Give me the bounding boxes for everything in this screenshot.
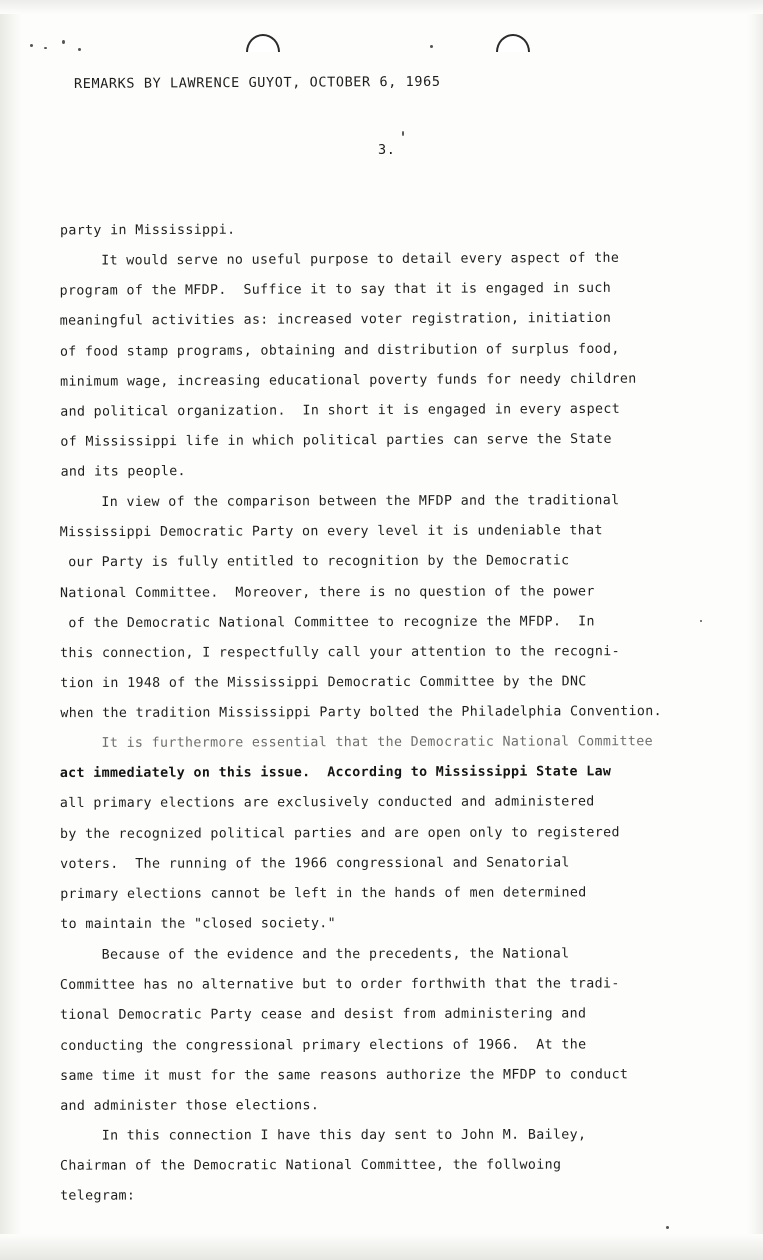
document-body: [60, 215, 720, 1212]
text-line: and its people.: [60, 464, 186, 481]
text-line: of food stamp programs, obtaining and distribution of surplus food,: [59, 341, 620, 360]
text-line: Chairman of the Democratic National Committee, the follwoing: [59, 1157, 562, 1174]
text-line: minimum wage, increasing educational poverty funds for needy children: [60, 371, 637, 390]
text-line: party in Mississippi.: [59, 222, 236, 239]
text-line: In this connection I have this day sent to John M. Bailey,: [59, 1127, 587, 1144]
text-line: program of the MFDP. Suffice it to say that it is engaged in such: [59, 281, 612, 300]
text-line: same time it must for the same reasons authorize the MFDP to conduct: [60, 1067, 629, 1084]
text-line: our Party is fully entitled to recognition by the Democratic: [59, 553, 570, 571]
document-heading: REMARKS BY LAWRENCE GUYOT, OCTOBER 6, 1965: [73, 73, 441, 92]
text-line: of Mississippi life in which political parties can serve the State: [60, 432, 612, 451]
text-line: Committee has no alternative but to order forthwith that the tradi-: [59, 976, 620, 993]
text-line: meaningful activities as: increased voter registration, initiation: [59, 311, 612, 330]
text-line: and political organization. In short it is engaged in every aspect: [60, 402, 621, 420]
text-line: this connection, I respectfully call your attention to the recogni-: [60, 644, 620, 661]
text-line: act immediately on this issue. According to Mississippi State Law: [59, 764, 612, 782]
paragraph: [60, 727, 721, 940]
text-line: by the recognized political parties and are open only to registered: [59, 825, 620, 843]
text-line: It is furthermore essential that the Democratic National Committee: [59, 734, 653, 752]
text-line: Mississippi Democratic Party on every level it is undeniable that: [59, 523, 603, 541]
paragraph: [60, 1120, 720, 1212]
text-line: In view of the comparison between the MFDP and the traditional: [59, 493, 620, 510]
text-line: It would serve no useful purpose to detail every aspect of the: [59, 251, 620, 269]
paragraph: [60, 939, 720, 1122]
text-line: tional Democratic Party cease and desist from administering and: [59, 1006, 587, 1024]
text-line: conducting the congressional primary elections of 1966. At the: [60, 1036, 587, 1054]
paragraph: [60, 214, 720, 247]
page-number: 3.: [378, 142, 396, 158]
text-line: of the Democratic National Committee to recognize the MFDP. In: [60, 613, 595, 631]
text-line: National Committee. Moreover, there is no question of the power: [59, 583, 595, 601]
text-line: all primary elections are exclusively conducted and administered: [59, 795, 595, 812]
text-line: voters. The running of the 1966 congressional and Senatorial: [60, 855, 570, 873]
text-line: Because of the evidence and the precedents, the National: [59, 946, 570, 963]
text-line: primary elections cannot be left in the hands of men determined: [60, 885, 587, 903]
text-line: when the tradition Mississippi Party bolted the Philadelphia Convention.: [60, 704, 662, 722]
text-line: to maintain the "closed society.": [60, 916, 337, 933]
text-line: tion in 1948 of the Mississippi Democratic Committee by the DNC: [60, 674, 587, 692]
paragraph: [60, 486, 721, 730]
text-line: and administer those elections.: [60, 1098, 320, 1114]
paragraph: [59, 243, 720, 488]
text-line: telegram:: [60, 1189, 136, 1205]
